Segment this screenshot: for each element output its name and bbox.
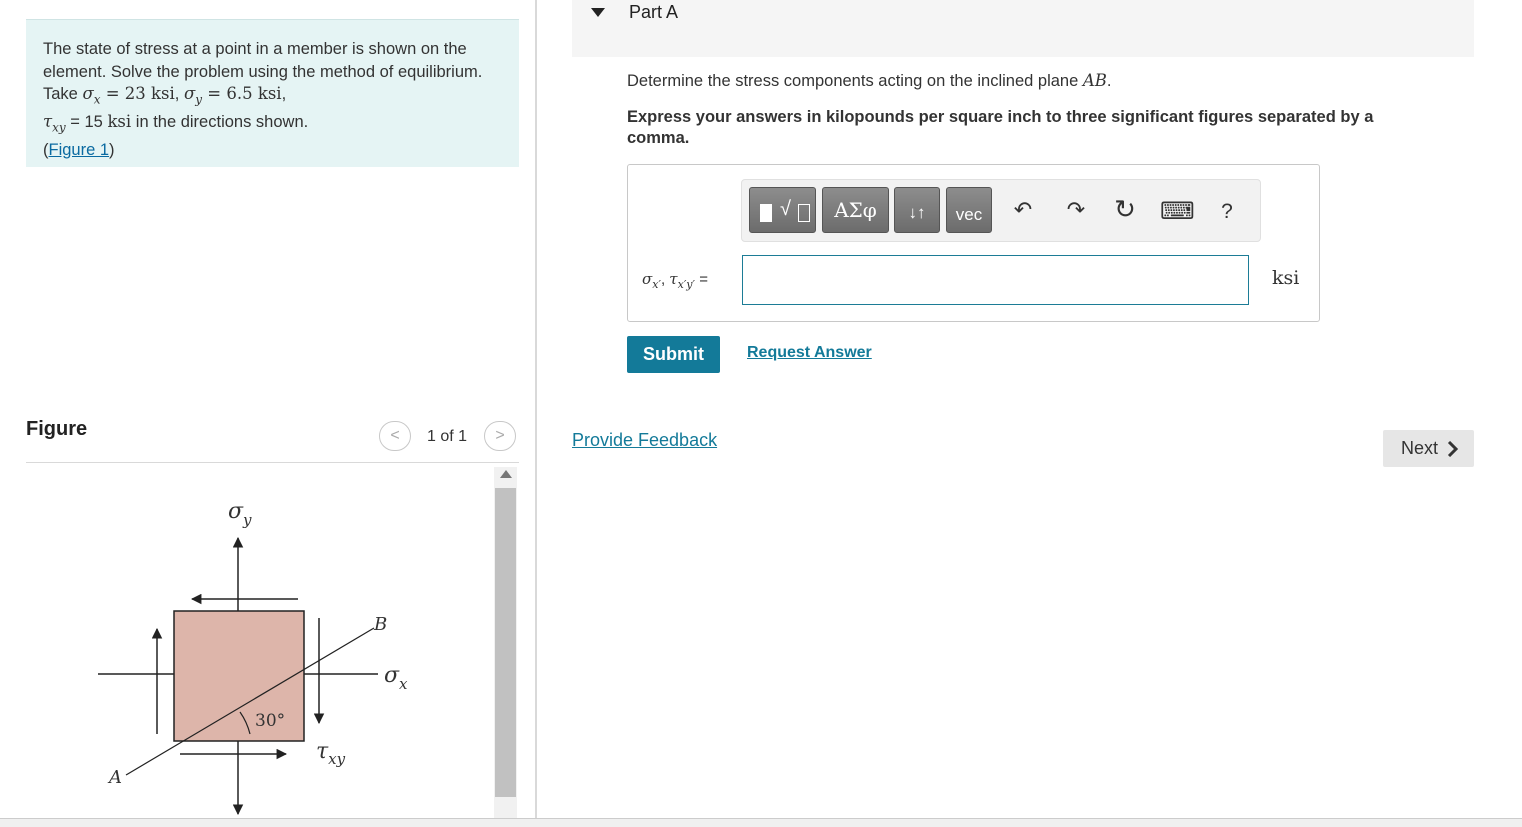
- chevron-right-icon: >: [495, 427, 505, 444]
- point-a-label: A: [109, 767, 122, 788]
- answer-sigma-glyph: σ: [642, 270, 653, 288]
- box-icon: [798, 204, 810, 222]
- sigma-y-unit: ksi: [257, 84, 282, 103]
- sigma-y-symbol: [183, 84, 203, 107]
- sigma-y-sub: y: [195, 92, 203, 107]
- question-suffix: .: [1106, 72, 1112, 90]
- plane-label: AB: [1082, 71, 1107, 90]
- answer-tau: [669, 270, 696, 291]
- sigma-x-glyph: σ: [82, 84, 94, 103]
- sigma-x-unit: ksi: [151, 84, 175, 103]
- figure-pager: 1 of 1: [427, 428, 468, 445]
- figure-link-close: ): [109, 140, 115, 159]
- question-prefix: Determine the stress components acting on the inclined plane: [627, 72, 1083, 90]
- problem-text-end: in the directions shown.: [131, 112, 309, 131]
- help-icon[interactable]: ?: [1221, 200, 1233, 223]
- answer-unit: ksi: [1272, 267, 1300, 289]
- templates-icon: [760, 204, 772, 222]
- question-text: [627, 71, 1112, 91]
- chevron-right-icon: [1447, 441, 1459, 457]
- tau-value: = 15: [65, 112, 108, 131]
- figure-scrollbar-thumb[interactable]: [495, 488, 516, 797]
- comma-1: ,: [174, 85, 184, 103]
- prev-figure-button[interactable]: [379, 421, 411, 451]
- answer-sigma-sub: x′: [652, 278, 661, 291]
- reset-icon[interactable]: ↻: [1114, 194, 1136, 224]
- greek-button[interactable]: ΑΣφ: [822, 187, 889, 233]
- part-a-header[interactable]: [572, 0, 1474, 57]
- sqrt-icon: √: [780, 198, 791, 220]
- submit-button[interactable]: Submit: [627, 336, 720, 373]
- problem-text-intro: The state of stress at a point in a member is shown on the element. Solve the problem using the method of equilibrium. Take: [43, 40, 483, 103]
- stress-element-figure: [26, 466, 492, 818]
- sigma-x-symbol: [82, 84, 101, 107]
- request-answer-link[interactable]: Request Answer: [747, 344, 872, 361]
- panel-separator: [535, 0, 537, 820]
- answer-separator: ,: [660, 271, 670, 288]
- answer-label: [642, 270, 708, 291]
- problem-statement: [26, 19, 519, 167]
- arrows-button[interactable]: ↓↑: [894, 187, 940, 233]
- sigma-x-value: = 23: [100, 84, 152, 103]
- answer-equals: =: [695, 271, 708, 288]
- sigma-y-label: $\sigma_y$: [228, 499, 252, 529]
- next-label: Next: [1401, 438, 1439, 458]
- undo-icon[interactable]: ↶: [1013, 197, 1033, 222]
- scroll-up-icon[interactable]: [500, 470, 512, 478]
- answer-tau-sub: x′y′: [677, 278, 696, 291]
- figure-1-link[interactable]: Figure 1: [48, 140, 110, 159]
- tau-xy-symbol: [43, 111, 66, 135]
- next-figure-button[interactable]: [484, 421, 516, 451]
- figure-link-open: (: [43, 140, 49, 159]
- answer-instruction: Express your answers in kilopounds per square inch to three significant figures separated by a comma.: [627, 108, 1374, 147]
- sigma-x-label: $\sigma_x$: [384, 663, 408, 693]
- collapse-caret-icon[interactable]: [591, 8, 605, 17]
- redo-icon[interactable]: ↷: [1066, 197, 1086, 222]
- sigma-y-value: = 6.5: [202, 84, 258, 103]
- comma-2: ,: [281, 85, 287, 103]
- angle-label: 30°: [255, 711, 286, 731]
- sigma-y-glyph: σ: [183, 84, 196, 103]
- part-title: Part A: [629, 2, 679, 22]
- tau-xy-label: $\tau_{xy}$: [316, 739, 346, 768]
- chevron-left-icon: <: [390, 427, 400, 444]
- templates-button[interactable]: [749, 187, 816, 233]
- answer-tau-glyph: τ: [669, 270, 678, 288]
- next-button[interactable]: [1383, 430, 1474, 467]
- figure-divider: [26, 462, 519, 463]
- point-b-label: B: [374, 614, 388, 635]
- vector-button[interactable]: vec: [946, 187, 992, 233]
- tau-sub: xy: [52, 120, 66, 135]
- provide-feedback-link[interactable]: Provide Feedback: [572, 430, 718, 450]
- answer-input[interactable]: [742, 255, 1249, 305]
- tau-glyph: τ: [43, 111, 53, 131]
- figure-heading: Figure: [26, 418, 88, 440]
- tau-unit: ksi: [107, 111, 132, 131]
- answer-sigma: [642, 270, 661, 291]
- sigma-x-sub: x: [93, 92, 101, 107]
- keyboard-icon[interactable]: ⌨: [1160, 198, 1195, 225]
